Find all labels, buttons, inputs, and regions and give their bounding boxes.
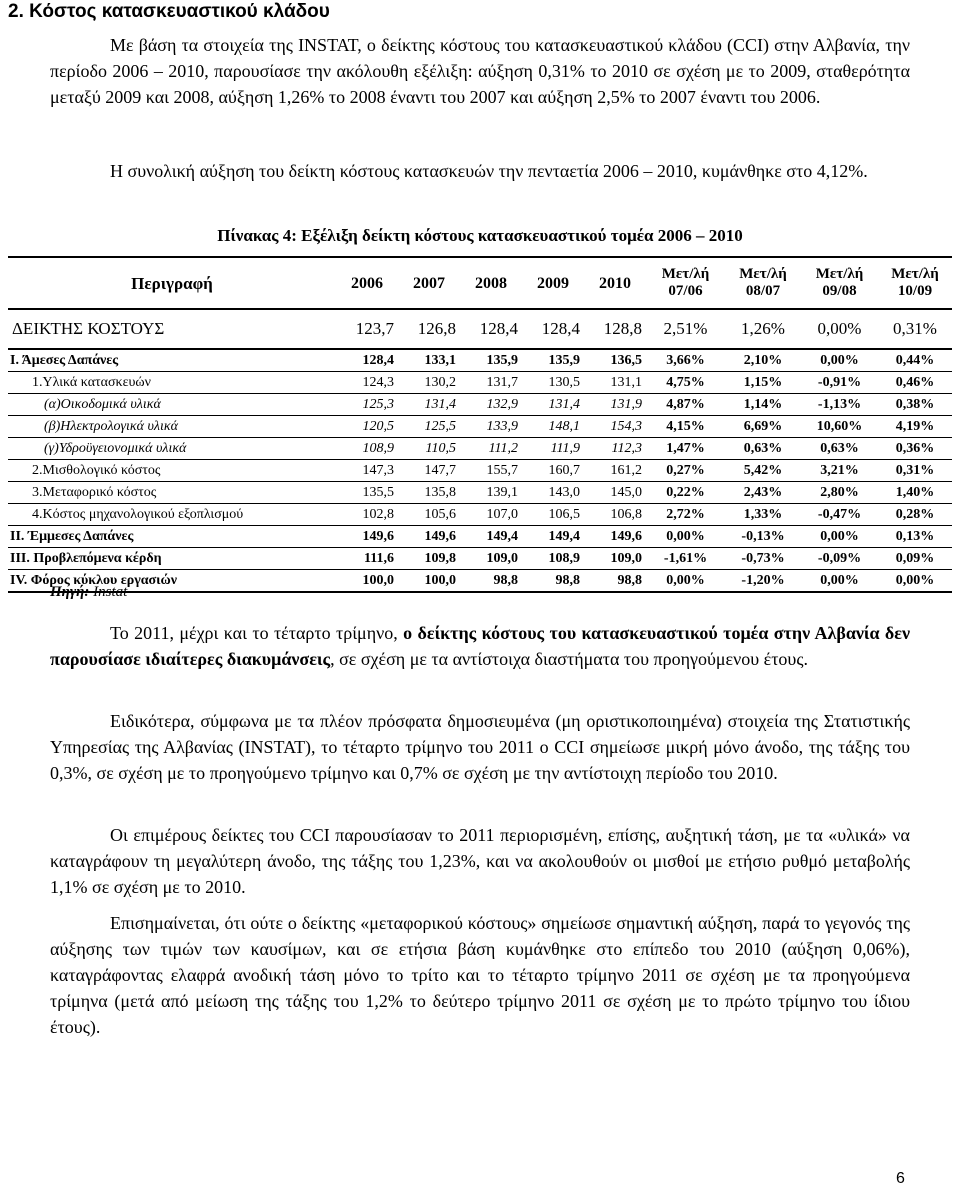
table-cell: 1,40% <box>878 482 952 504</box>
transport-paragraph <box>50 910 910 1040</box>
table-cell: 3,21% <box>801 460 878 482</box>
header-col-9: Μετ/λή 10/09 <box>878 257 952 309</box>
row-label: 4.Κόστος μηχανολογικού εξοπλισμού <box>8 504 336 526</box>
table-cell: 0,00% <box>801 526 878 548</box>
table-cell: 0,09% <box>878 548 952 570</box>
table-cell: 2,72% <box>646 504 725 526</box>
table-cell: 124,3 <box>336 372 398 394</box>
table-cell: 0,36% <box>878 438 952 460</box>
table-row <box>8 394 952 416</box>
table-cell: 4,87% <box>646 394 725 416</box>
table-cell: 110,5 <box>398 438 460 460</box>
row-label: (γ)Υδροϋγειονομικά υλικά <box>8 438 336 460</box>
section-heading: 2. Κόστος κατασκευαστικού κλάδου <box>8 1 330 22</box>
transport-text: Επισημαίνεται, ότι ούτε ο δείκτης «μεταφορικού κόστους» σημείωσε σημαντική αύξηση, παρά το γεγονός της αύξησης των τιμών των καυσίμων, και σε ετήσια βάση κυμάνθηκε στο επίπεδο του 2010 (αύξηση 0,06%), καταγράφοντας ελαφρά ανοδική τάση μόνο το τρίτο και το τέταρτο τρίμηνο 2011 σε σχέση με τα προηγούμενα τρίμηνα (μετά από μείωση της τάξης του 1,2% το δεύτερο τρίμηνο 2011 σε σχέση με το πρώτο τρίμηνο του ίδιου έτους). <box>50 913 910 1037</box>
table-cell: 4,19% <box>878 416 952 438</box>
table-cell: 130,2 <box>398 372 460 394</box>
row-label: 1.Υλικά κατασκευών <box>8 372 336 394</box>
trend-text-a: Το 2011, μέχρι και το τέταρτο τρίμηνο, <box>110 623 404 643</box>
table-cell: 147,7 <box>398 460 460 482</box>
index-cell: 126,8 <box>398 309 460 349</box>
table-cell: 98,8 <box>460 570 522 593</box>
table-row <box>8 570 952 593</box>
index-cell: 2,51% <box>646 309 725 349</box>
table-cell: 2,80% <box>801 482 878 504</box>
table-cell: -1,13% <box>801 394 878 416</box>
table-cell: 0,46% <box>878 372 952 394</box>
table-cell: 1,14% <box>725 394 801 416</box>
table-row <box>8 548 952 570</box>
header-col-2: 2007 <box>398 257 460 309</box>
row-label: Ι. Άμεσες Δαπάνες <box>8 349 336 372</box>
table-cell: 100,0 <box>336 570 398 593</box>
table-cell: 135,9 <box>522 349 584 372</box>
table-cell: 149,6 <box>336 526 398 548</box>
table-cell: -1,20% <box>725 570 801 593</box>
table-header-row <box>8 257 952 309</box>
table-cell: 132,9 <box>460 394 522 416</box>
table-cell: 135,5 <box>336 482 398 504</box>
table-cell: 108,9 <box>522 548 584 570</box>
table-cell: -0,13% <box>725 526 801 548</box>
table-row <box>8 526 952 548</box>
table-cell: 133,9 <box>460 416 522 438</box>
trend-text-bold: ο δείκτης κόστους του κατασκευαστικού τομέα στην Αλβανία δεν παρουσίασε ιδιαίτερες διακυμάνσεις <box>50 623 911 669</box>
table-cell: 1,47% <box>646 438 725 460</box>
table-cell: 143,0 <box>522 482 584 504</box>
table-cell: 0,13% <box>878 526 952 548</box>
table-cell: -1,61% <box>646 548 725 570</box>
table-cell: 139,1 <box>460 482 522 504</box>
table-row <box>8 460 952 482</box>
table-cell: 0,00% <box>646 570 725 593</box>
table-cell: 109,0 <box>460 548 522 570</box>
table-row <box>8 504 952 526</box>
table-cell: 100,0 <box>398 570 460 593</box>
table-cell: 106,5 <box>522 504 584 526</box>
table-cell: 160,7 <box>522 460 584 482</box>
table-cell: 0,00% <box>801 349 878 372</box>
table-cell: 161,2 <box>584 460 646 482</box>
table-cell: 149,6 <box>584 526 646 548</box>
table-cell: 6,69% <box>725 416 801 438</box>
subindices-paragraph <box>50 822 910 900</box>
table-cell: 135,9 <box>460 349 522 372</box>
index-cell: 0,31% <box>878 309 952 349</box>
table-cell: -0,73% <box>725 548 801 570</box>
table-cell: 3,66% <box>646 349 725 372</box>
table-cell: 125,3 <box>336 394 398 416</box>
intro-paragraph <box>50 32 910 110</box>
table-cell: 130,5 <box>522 372 584 394</box>
header-col-5: 2010 <box>584 257 646 309</box>
row-label: ΙV. Φόρος κύκλου εργασιών <box>8 570 336 593</box>
row-label: 2.Μισθολογικό κόστος <box>8 460 336 482</box>
table-cell: 135,8 <box>398 482 460 504</box>
table-cell: 2,43% <box>725 482 801 504</box>
header-col-4: 2009 <box>522 257 584 309</box>
row-label: ΙΙ. Έμμεσες Δαπάνες <box>8 526 336 548</box>
table-cell: 0,00% <box>646 526 725 548</box>
table-cell: 125,5 <box>398 416 460 438</box>
table-cell: 10,60% <box>801 416 878 438</box>
table-cell: -0,09% <box>801 548 878 570</box>
table-cell: -0,91% <box>801 372 878 394</box>
table-caption: Πίνακας 4: Εξέλιξη δείκτη κόστους κατασκευαστικού τομέα 2006 – 2010 <box>217 226 743 245</box>
table-cell: 131,1 <box>584 372 646 394</box>
table-cell: 0,00% <box>878 570 952 593</box>
table-cell: 105,6 <box>398 504 460 526</box>
table-cell: 0,22% <box>646 482 725 504</box>
cost-index-table <box>8 256 952 593</box>
table-cell: 98,8 <box>522 570 584 593</box>
table-cell: 0,44% <box>878 349 952 372</box>
table-cell: 155,7 <box>460 460 522 482</box>
table-cell: 0,28% <box>878 504 952 526</box>
table-cell: 131,9 <box>584 394 646 416</box>
table-cell: 106,8 <box>584 504 646 526</box>
table-cell: 1,33% <box>725 504 801 526</box>
index-cell: 123,7 <box>336 309 398 349</box>
table-row <box>8 349 952 372</box>
table-cell: 109,8 <box>398 548 460 570</box>
table-cell: 111,6 <box>336 548 398 570</box>
header-col-7: Μετ/λή 08/07 <box>725 257 801 309</box>
table-cell: 102,8 <box>336 504 398 526</box>
table-cell: 112,3 <box>584 438 646 460</box>
header-col-3: 2008 <box>460 257 522 309</box>
table-cell: 131,4 <box>522 394 584 416</box>
source-note <box>50 584 127 601</box>
index-total-row <box>8 309 952 349</box>
header-col-1: 2006 <box>336 257 398 309</box>
row-label: (β)Ηλεκτρολογικά υλικά <box>8 416 336 438</box>
table-cell: 109,0 <box>584 548 646 570</box>
total-increase-paragraph <box>50 158 910 184</box>
table-row <box>8 482 952 504</box>
header-description: Περιγραφή <box>8 257 336 309</box>
table-cell: 111,9 <box>522 438 584 460</box>
table-cell: 108,9 <box>336 438 398 460</box>
table-cell: 98,8 <box>584 570 646 593</box>
table-cell: 0,38% <box>878 394 952 416</box>
total-increase-text: Η συνολική αύξηση του δείκτη κόστους κατασκευών την πενταετία 2006 – 2010, κυμάνθηκε στο 4,12%. <box>110 161 868 181</box>
table-cell: 107,0 <box>460 504 522 526</box>
q4-text: Ειδικότερα, σύμφωνα με τα πλέον πρόσφατα δημοσιευμένα (μη οριστικοποιημένα) στοιχεία της Στατιστικής Υπηρεσίας της Αλβανίας (INSTAT), το τέταρτο τρίμηνο του 2011 ο CCI σημείωσε μικρή μόνο άνοδο, της τάξης του 0,3%, σε σχέση με το προηγούμενο τρίμηνο και 0,7% σε σχέση με την αντίστοιχη περίοδο του 2010. <box>50 711 910 783</box>
table-cell: 2,10% <box>725 349 801 372</box>
row-label: (α)Οικοδομικά υλικά <box>8 394 336 416</box>
table-cell: 154,3 <box>584 416 646 438</box>
subindices-text: Οι επιμέρους δείκτες του CCI παρουσίασαν το 2011 περιορισμένη, επίσης, αυξητική τάση, με τα «υλικά» να καταγράφουν τη μεγαλύτερη άνοδο, της τάξης του 1,23%, και να ακολουθούν οι μισθοί με ετήσιο ρυθμό μεταβολής 1,1% σε σχέση με το 2010. <box>50 825 910 897</box>
table-cell: 149,4 <box>522 526 584 548</box>
source-value: Instat <box>93 584 128 600</box>
index-cell: 128,8 <box>584 309 646 349</box>
index-label: ΔΕΙΚΤΗΣ ΚΟΣΤΟΥΣ <box>8 309 336 349</box>
table-cell: 0,63% <box>801 438 878 460</box>
page-number: 6 <box>896 1170 905 1187</box>
table-cell: 148,1 <box>522 416 584 438</box>
table-cell: 131,4 <box>398 394 460 416</box>
table-row <box>8 372 952 394</box>
row-label: 3.Μεταφορικό κόστος <box>8 482 336 504</box>
table-cell: 131,7 <box>460 372 522 394</box>
table-cell: -0,47% <box>801 504 878 526</box>
table-cell: 149,6 <box>398 526 460 548</box>
table-cell: 4,75% <box>646 372 725 394</box>
table-cell: 136,5 <box>584 349 646 372</box>
header-col-6: Μετ/λή 07/06 <box>646 257 725 309</box>
table-cell: 111,2 <box>460 438 522 460</box>
table-cell: 0,63% <box>725 438 801 460</box>
table-cell: 4,15% <box>646 416 725 438</box>
index-cell: 128,4 <box>460 309 522 349</box>
table-cell: 128,4 <box>336 349 398 372</box>
table-row <box>8 416 952 438</box>
trend-2011-paragraph <box>50 620 910 672</box>
table-cell: 149,4 <box>460 526 522 548</box>
table-cell: 145,0 <box>584 482 646 504</box>
table-cell: 0,31% <box>878 460 952 482</box>
q4-paragraph <box>50 708 910 786</box>
table-row <box>8 438 952 460</box>
table-cell: 147,3 <box>336 460 398 482</box>
table-cell: 120,5 <box>336 416 398 438</box>
index-cell: 1,26% <box>725 309 801 349</box>
table-cell: 133,1 <box>398 349 460 372</box>
intro-text: Με βάση τα στοιχεία της INSTAT, ο δείκτης κόστους του κατασκευαστικού κλάδου (CCI) στην Αλβανία, την περίοδο 2006 – 2010, παρουσίασε την ακόλουθη εξέλιξη: αύξηση 0,31% το 2010 σε σχέση με το 2009, σταθερότητα μεταξύ 2009 και 2008, αύξηση 1,26% το 2008 έναντι του 2007 και αύξηση 2,5% το 2007 έναντι του 2006. <box>50 35 910 107</box>
table-cell: 0,00% <box>801 570 878 593</box>
index-cell: 0,00% <box>801 309 878 349</box>
trend-text-c: , σε σχέση με τα αντίστοιχα διαστήματα του προηγούμενου έτους. <box>330 649 808 669</box>
table-cell: 0,27% <box>646 460 725 482</box>
table-cell: 5,42% <box>725 460 801 482</box>
index-cell: 128,4 <box>522 309 584 349</box>
row-label: ΙΙΙ. Προβλεπόμενα κέρδη <box>8 548 336 570</box>
table-cell: 1,15% <box>725 372 801 394</box>
header-col-8: Μετ/λή 09/08 <box>801 257 878 309</box>
source-label: Πηγή: <box>50 584 90 600</box>
